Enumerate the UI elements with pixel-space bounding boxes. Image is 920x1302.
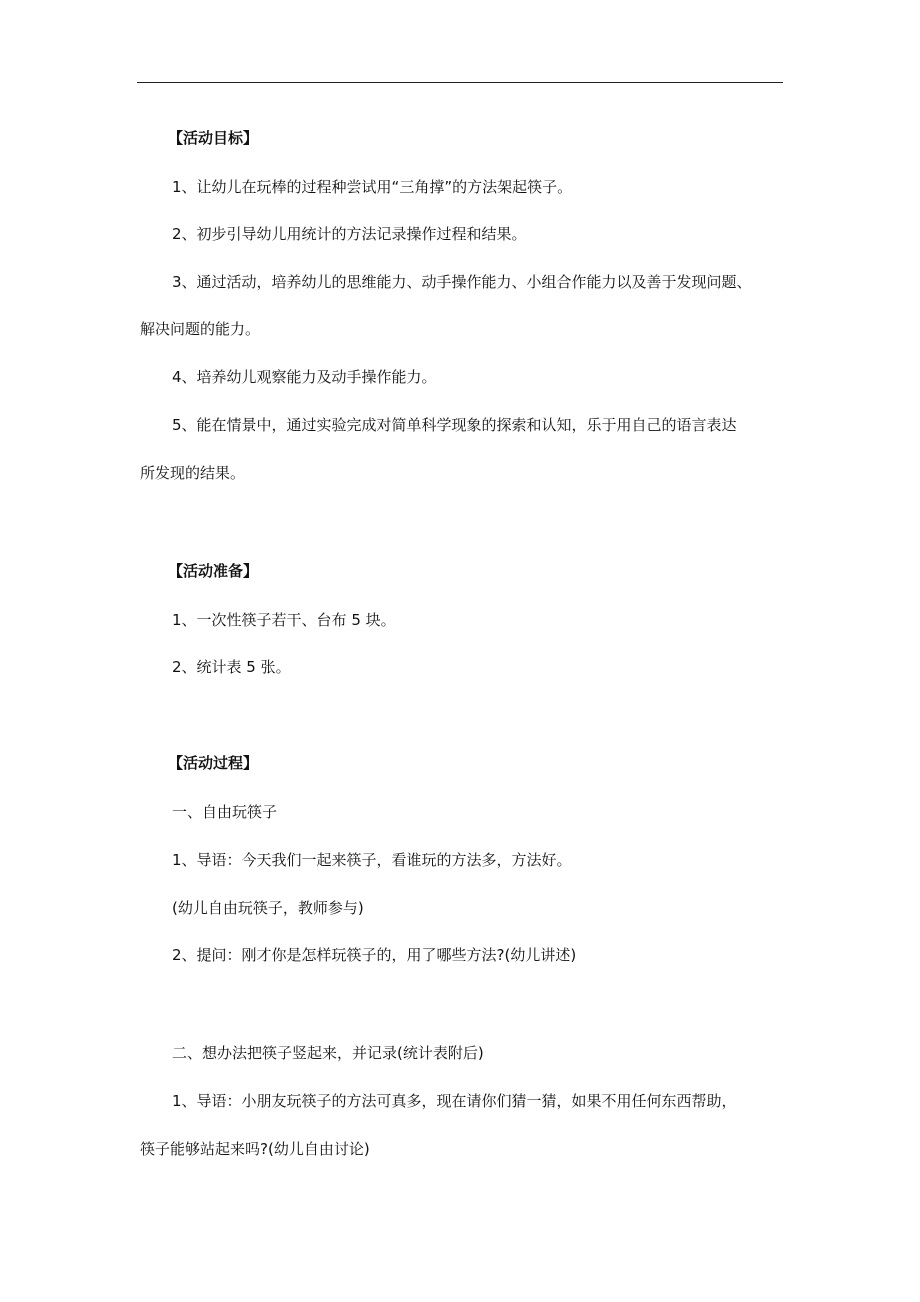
section-heading-process: 【活动过程】 — [168, 754, 259, 772]
process-step-2-item-1-continued: 筷子能够站起来吗?(幼儿自由讨论) — [140, 1140, 370, 1158]
goal-item-4: 4、培养幼儿观察能力及动手操作能力。 — [172, 368, 437, 386]
goal-item-1: 1、让幼儿在玩棒的过程种尝试用“三角撑”的方法架起筷子。 — [172, 178, 573, 196]
process-step-1-item-1: 1、导语：今天我们一起来筷子，看谁玩的方法多，方法好。 — [172, 851, 572, 869]
goal-item-3-continued: 解决问题的能力。 — [140, 320, 261, 338]
header-rule — [137, 82, 783, 83]
section-heading-preparation: 【活动准备】 — [168, 562, 259, 580]
goal-item-3: 3、通过活动，培养幼儿的思维能力、动手操作能力、小组合作能力以及善于发现问题、 — [172, 273, 752, 291]
preparation-item-1: 1、一次性筷子若干、台布 5 块。 — [172, 611, 396, 629]
goal-item-2: 2、初步引导幼儿用统计的方法记录操作过程和结果。 — [172, 225, 527, 243]
section-heading-goals: 【活动目标】 — [168, 129, 259, 147]
goal-item-5-continued: 所发现的结果。 — [140, 464, 246, 482]
process-step-1-item-2: 2、提问：刚才你是怎样玩筷子的，用了哪些方法?(幼儿讲述) — [172, 946, 577, 964]
process-step-1-note: (幼儿自由玩筷子，教师参与) — [172, 899, 364, 917]
process-step-2-item-1: 1、导语：小朋友玩筷子的方法可真多，现在请你们猜一猜，如果不用任何东西帮助， — [172, 1092, 737, 1110]
goal-item-5: 5、能在情景中，通过实验完成对简单科学现象的探索和认知，乐于用自己的语言表达 — [172, 416, 737, 434]
process-step-1-title: 一、自由玩筷子 — [172, 803, 278, 821]
process-step-2-title: 二、想办法把筷子竖起来，并记录(统计表附后) — [172, 1044, 484, 1062]
preparation-item-2: 2、统计表 5 张。 — [172, 658, 291, 676]
